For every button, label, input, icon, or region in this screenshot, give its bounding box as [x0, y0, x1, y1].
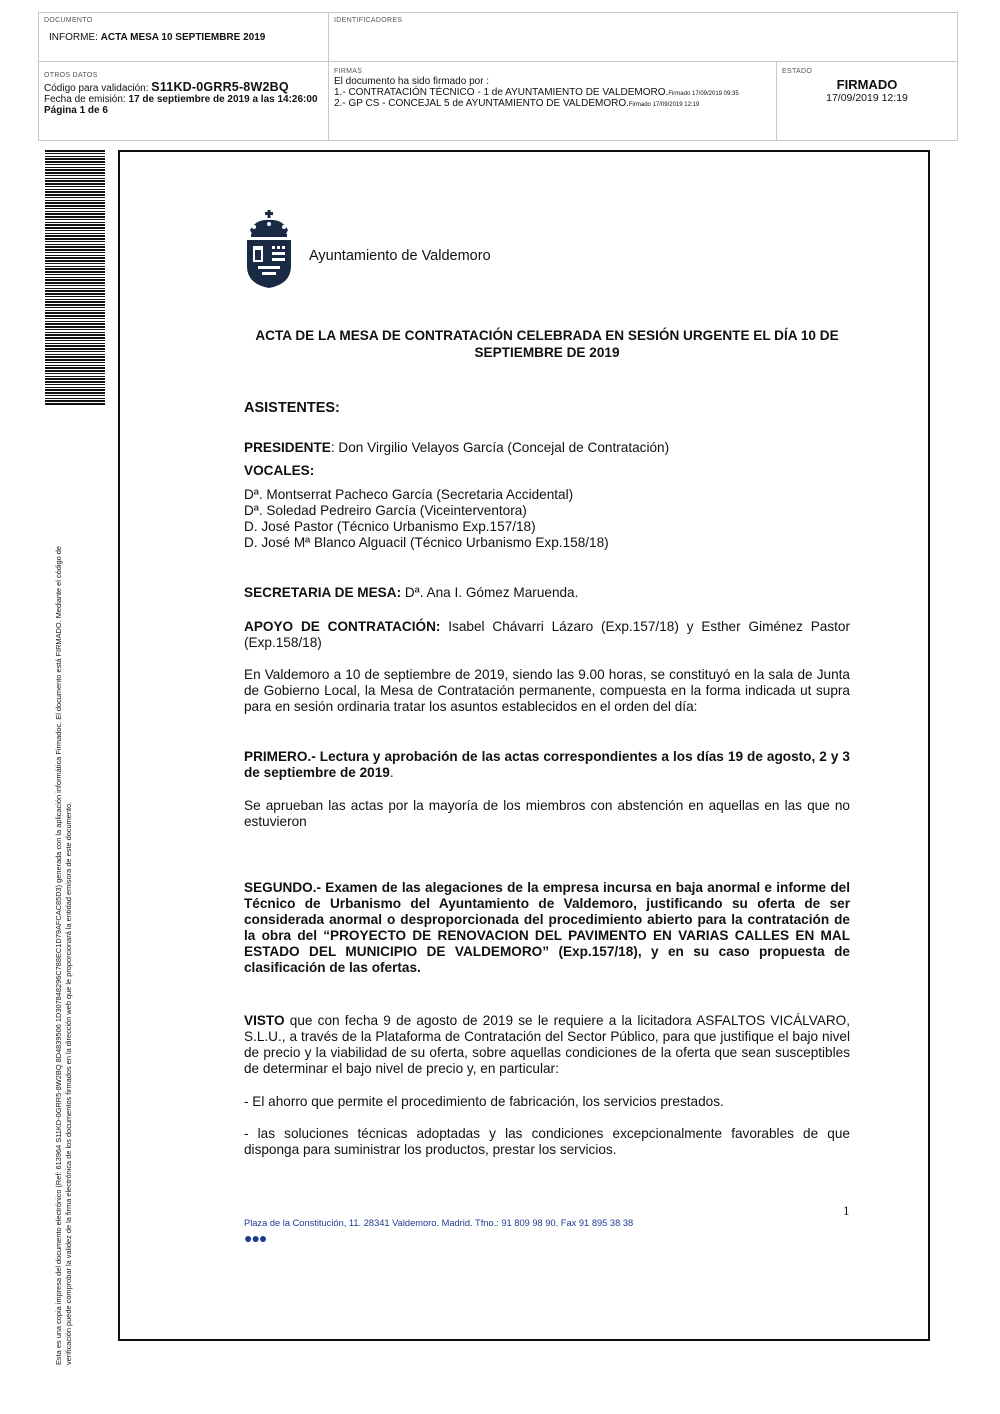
otros-datos-cell	[39, 62, 329, 140]
presidente-value: : Don Virgilio Velayos García (Concejal de Contratación)	[330, 440, 670, 455]
firma-1-text: 1.- CONTRATACIÓN TÉCNICO - 1 de AYUNTAMIENTO DE VALDEMORO.	[334, 86, 669, 98]
segundo-heading	[244, 880, 850, 976]
firma-2-date: Firmado 17/09/2019 12:19	[628, 102, 700, 108]
visto-body: que con fecha 9 de agosto de 2019 se le requiere a la licitadora ASFALTOS VICÁLVARO, S.L.U., a través de la Plataforma de Contratación del Sector Público, para que justifique el bajo nivel de precio y la viabilidad de su oferta, sobre aquellas condiciones de la oferta que sean susceptibles de determinar el bajo nivel de precio y, en particular:	[244, 1013, 850, 1076]
asistentes-label: ASISTENTES:	[244, 400, 340, 416]
firma-2-text: 2.- GP CS - CONCEJAL 5 de AYUNTAMIENTO DE VALDEMORO.	[334, 98, 629, 109]
bullet-item-2: - las soluciones técnicas adoptadas y las condiciones excepcionalmente favorables de que disponga para suministrar los productos, prestar los servicios.	[244, 1126, 850, 1157]
footer-address: Plaza de la Constitución, 11. 28341 Valdemoro. Madrid. Tfno.: 91 809 98 90. Fax 91 895 38 38	[244, 1218, 634, 1228]
codigo-line	[44, 82, 323, 94]
intro-paragraph: En Valdemoro a 10 de septiembre de 2019, siendo las 9.00 horas, se constituyó en la sala de Junta de Gobierno Local, la Mesa de Contratación permanente, compuesta en la forma indicada ut supra para en sesión ordinaria tratar los asuntos establecidos en el orden del día:	[244, 667, 850, 714]
primero-heading	[244, 749, 850, 781]
vertical-verification-text	[54, 420, 73, 1365]
identificadores-label: IDENTIFICADORES	[334, 17, 403, 24]
segundo-title: SEGUNDO.- Examen de las alegaciones de la empresa incursa en baja anormal e informe del Técnico de Urbanismo del Ayuntamiento de Valdemoro, justificando su oferta de ser considerada anormal o desproporcionada del procedimiento abierto para la contratación de la obra del “PROYECTO DE RENOVACION DEL PAVIMENTO EN VARIAS CALLES EN MAL ESTADO DEL MUNICIPIO DE VALDEMORO” (Exp.157/18), y en su caso propuesta de clasificación de las ofertas.	[244, 880, 850, 975]
sidetext-line-2: verificación puede comprobar la validez de la firma electrónica de los documentos firmados en la dirección web que le proporcionará la entidad emisora de este documento.	[63, 801, 73, 1365]
page-number: 1	[843, 1203, 850, 1218]
estado-cell	[777, 62, 957, 140]
documento-prefix: INFORME:	[49, 32, 98, 43]
firma-1-date: Firmado 17/09/2019 09:35	[668, 90, 739, 97]
vocal-item: Dª. Montserrat Pacheco García (Secretaria Accidental)	[244, 487, 574, 502]
pagina-value: Página 1 de 6	[44, 105, 108, 116]
codigo-label: Código para validación:	[44, 83, 149, 94]
firmas-label: FIRMAS	[334, 68, 363, 75]
primero-body: Se aprueban las actas por la mayoría de los miembros con abstención en aquellas en las que no estuvieron	[244, 798, 850, 829]
document-title: ACTA DE LA MESA DE CONTRATACIÓN CELEBRADA EN SESIÓN URGENTE EL DÍA 10 DE SEPTIEMBRE DE 2019	[255, 328, 839, 360]
sidetext-line-1: Esta es una copia impresa del documento electrónico (Ref: 613964 S11KD-0GRR5-8W2BQ 8D4839506 1D307848296C788EC1D79AFCAC85D3) generada con la aplicación informática Firmadoc. El documento está FIRMADO. Mediante el código de	[54, 545, 63, 1365]
pagina-line	[44, 105, 323, 116]
firmas-cell	[329, 62, 777, 140]
firma-2	[334, 99, 771, 111]
estado-date: 17/09/2019 12:19	[826, 92, 908, 104]
presidente-line	[244, 440, 850, 456]
primero-title: PRIMERO.- Lectura y aprobación de las actas correspondientes a los días 19 de agosto, 2 y 3 de septiembre de 2019	[244, 749, 850, 780]
asistentes-heading	[244, 400, 850, 416]
documento-label: DOCUMENTO	[44, 17, 93, 24]
fecha-line	[44, 94, 323, 105]
vocales-label: VOCALES:	[244, 463, 315, 478]
vocales-heading	[244, 463, 850, 479]
fecha-label: Fecha de emisión:	[44, 94, 126, 105]
apoyo-paragraph	[244, 619, 850, 651]
organization-name: Ayuntamiento de Valdemoro	[309, 248, 491, 264]
documento-title	[49, 32, 323, 43]
documento-cell	[39, 13, 329, 62]
visto-label: VISTO	[244, 1013, 285, 1028]
vocales-list	[244, 487, 850, 551]
footer-dots: ●●●	[244, 1230, 267, 1246]
barcode-image	[45, 150, 105, 405]
primero-end: .	[389, 765, 394, 780]
otros-label: OTROS DATOS	[44, 72, 98, 79]
vocal-item: D. José Pastor (Técnico Urbanismo Exp.157/18)	[244, 519, 536, 534]
documento-value: ACTA MESA 10 SEPTIEMBRE 2019	[100, 32, 266, 43]
secretaria-line	[244, 585, 850, 601]
estado-value: FIRMADO	[836, 77, 898, 92]
signature-header	[38, 12, 958, 141]
bullet-item-1: - El ahorro que permite el procedimiento de fabricación, los servicios prestados.	[244, 1094, 724, 1109]
apoyo-value: Isabel Chávarri Lázaro (Exp.157/18) y Esther Giménez Pastor (Exp.158/18)	[244, 619, 850, 650]
estado-label: ESTADO	[782, 68, 813, 75]
presidente-label: PRESIDENTE	[244, 440, 331, 455]
codigo-value: S11KD-0GRR5-8W2BQ	[151, 80, 289, 94]
vocal-item: Dª. Soledad Pedreiro García (Viceinterventora)	[244, 503, 527, 518]
firmas-intro: El documento ha sido firmado por :	[334, 76, 490, 87]
apoyo-label: APOYO DE CONTRATACIÓN:	[244, 619, 441, 634]
fecha-value: 17 de septiembre de 2019 a las 14:26:00	[128, 94, 318, 105]
identificadores-cell	[329, 13, 957, 62]
secretaria-value: Dª. Ana I. Gómez Maruenda.	[401, 585, 579, 600]
visto-paragraph	[244, 1013, 850, 1077]
secretaria-label: SECRETARIA DE MESA:	[244, 585, 402, 600]
coat-of-arms-logo-icon	[244, 210, 294, 290]
vocal-item: D. José Mª Blanco Alguacil (Técnico Urbanismo Exp.158/18)	[244, 535, 609, 550]
